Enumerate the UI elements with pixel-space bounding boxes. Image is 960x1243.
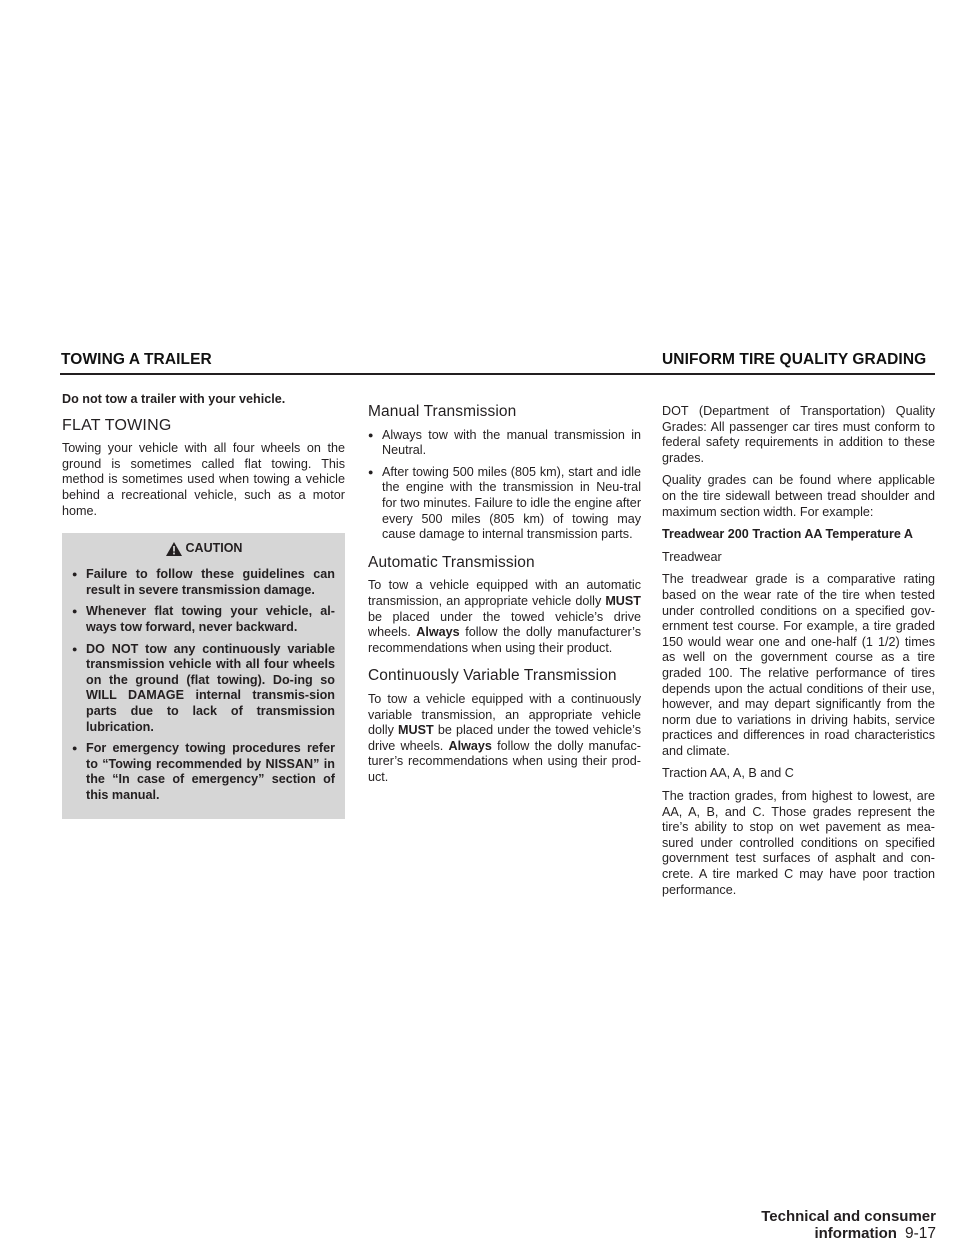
cvt-paragraph: To tow a vehicle equipped with a continuously variable transmission, an appropriate vehicle dolly MUST be placed under the towed vehicle’s drive wheels. Always follow the dolly manufac-turer’s recommendations when using their prod-uct. <box>368 691 642 784</box>
bullet-icon: ● <box>72 743 78 754</box>
caution-item: ● For emergency towing procedures refer to “Towing recommended by NISSAN” in the “In case of emergency” section of this manual. <box>72 741 335 802</box>
manual-transmission-heading: Manual Transmission <box>368 403 517 420</box>
cvt-heading: Continuously Variable Transmission <box>368 667 617 685</box>
section-heading-towing-trailer: TOWING A TRAILER <box>61 351 212 368</box>
list-item: ● Always tow with the manual transmission in Neutral. <box>368 427 641 458</box>
traction-paragraph: The traction grades, from highest to lowest, are AA, A, B, and C. Those grades represent the tire’s ability to stop on wet pavement as mea-sured under controlled conditions on specified government test surfaces of asphalt and con-crete. A tire marked C may have poor traction performance. <box>662 789 935 897</box>
flat-towing-heading: FLAT TOWING <box>62 416 172 434</box>
automatic-transmission-heading: Automatic Transmission <box>368 553 535 571</box>
page-number: 9-17 <box>904 1225 936 1242</box>
list-item: ● After towing 500 miles (805 km), start and idle the engine with the transmission in Neu-tral for two minutes. Failure to idle the engine after every 500 miles (805 km) of towing may cause damage to internal transmission parts. <box>368 464 642 542</box>
warning-triangle-icon <box>165 541 183 557</box>
page-footer <box>660 1208 936 1243</box>
intro-warning-text: Do not tow a trailer with your vehicle. <box>62 392 286 406</box>
caution-item: ● Whenever flat towing your vehicle, al-ways tow forward, never backward. <box>72 604 335 634</box>
bullet-icon: ● <box>72 643 78 654</box>
traction-subheading: Traction AA, A, B and C <box>662 766 794 781</box>
section-heading-tire-grading: UNIFORM TIRE QUALITY GRADING <box>662 351 927 368</box>
column-left <box>62 392 345 819</box>
caution-title: CAUTION <box>185 541 243 556</box>
caution-list <box>72 567 335 803</box>
emphasis-must: MUST <box>605 593 641 608</box>
caution-header <box>72 541 335 557</box>
manual-transmission-list <box>368 428 641 543</box>
flat-towing-paragraph: Towing your vehicle with all four wheels on the ground is sometimes called flat towing. This method is sometimes used when towing a vehicle behind a recreational vehicle, such as a motor home. <box>62 441 345 518</box>
caution-item: ● Failure to follow these guidelines can result in severe transmission damage. <box>72 567 335 597</box>
bullet-icon: ● <box>72 569 78 580</box>
treadwear-subheading: Treadwear <box>662 549 722 564</box>
footer-section-title: Technical and consumer information <box>761 1208 936 1242</box>
heading-rule <box>60 373 935 375</box>
emphasis-always: Always <box>416 625 460 640</box>
grading-example: Treadwear 200 Traction AA Temperature A <box>662 527 914 542</box>
caution-box <box>62 533 345 819</box>
automatic-transmission-paragraph: To tow a vehicle equipped with an automatic transmission, an appropriate vehicle dolly MUST be placed under the towed vehicle’s drive wheels. Always follow the dolly manufacturer’s recommendations when using their product. <box>368 578 642 655</box>
emphasis-always: Always <box>448 738 492 753</box>
bullet-icon: ● <box>72 606 78 617</box>
treadwear-paragraph: The treadwear grade is a comparative rating based on the wear rate of the tire when tested under controlled conditions on a specified gov-ernment test course. For example, a tire graded 150 would wear one and one-half (1 1/2) times as well on the government course as a tire graded 100. The relative performance of tires depends upon the actual conditions of their use, however, and may depart significantly from the norm due to variations in driving habits, service practices and differences in road characteristics and climate. <box>662 572 935 758</box>
column-right <box>662 404 935 905</box>
dot-paragraph: DOT (Department of Transportation) Quality Grades: All passenger car tires must conform to federal safety requirements in addition to these grades. <box>662 404 935 465</box>
emphasis-must: MUST <box>398 723 434 738</box>
quality-grades-paragraph: Quality grades can be found where applicable on the tire sidewall between tread shoulder and maximum section width. For example: <box>662 473 935 519</box>
bullet-icon: ● <box>368 466 374 477</box>
column-middle <box>368 404 641 792</box>
caution-item: ● DO NOT tow any continuously variable transmission vehicle with all four wheels on the ground (flat towing). Do-ing so WILL DAMAGE internal transmis-sion parts due to lack of transmission lubrication. <box>72 641 335 734</box>
bullet-icon: ● <box>368 429 374 440</box>
